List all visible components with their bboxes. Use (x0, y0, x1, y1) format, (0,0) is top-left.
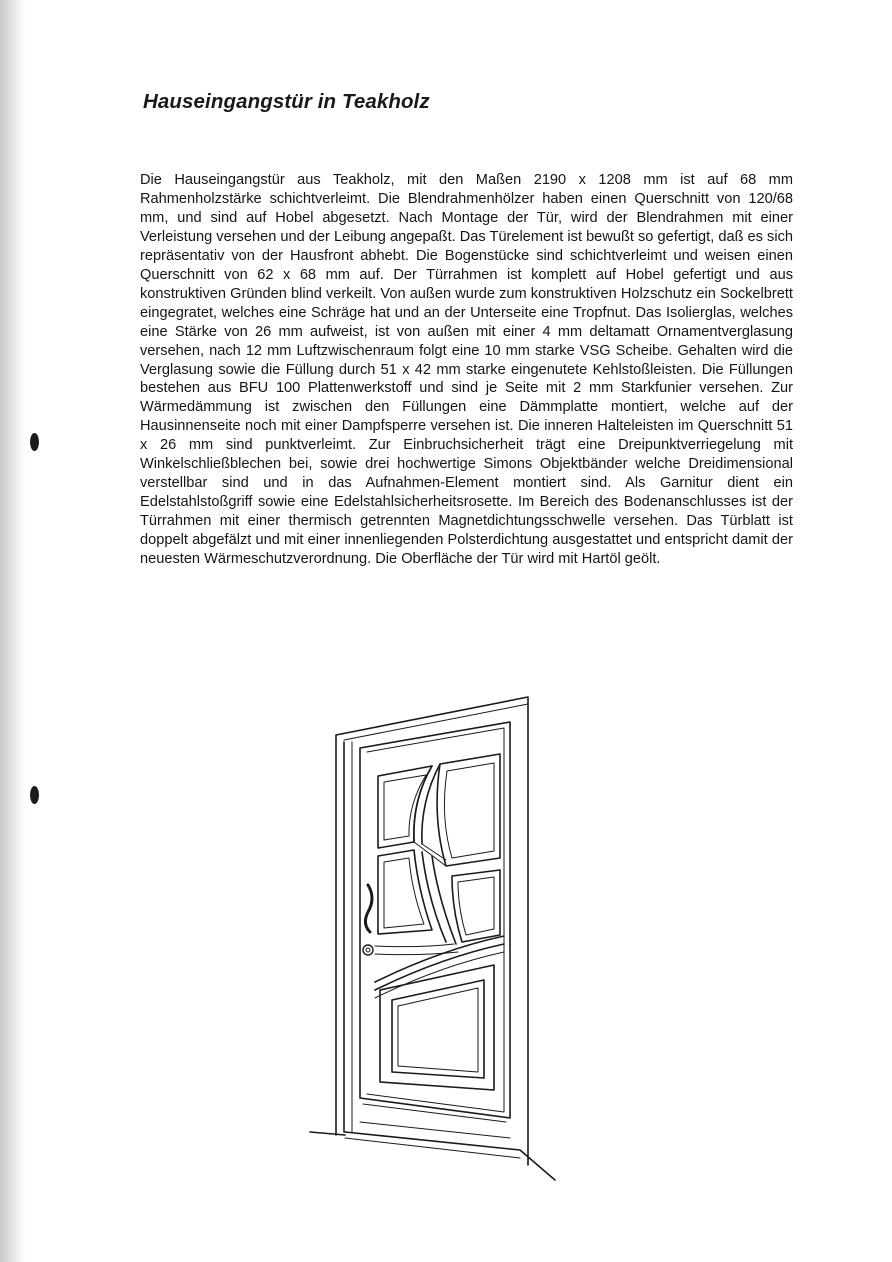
door-line-drawing-icon (300, 690, 570, 1190)
punch-hole-top (30, 433, 39, 451)
punch-hole-bottom (30, 786, 39, 804)
page-title: Hauseingangstür in Teakholz (143, 90, 430, 113)
page-edge-shadow (0, 0, 26, 1262)
body-paragraph: Die Hauseingangstür aus Teakholz, mit den Maßen 2190 x 1208 mm ist auf 68 mm Rahmenholzstärke schichtverleimt. Die Blendrahmenhölzer haben einen Querschnitt von 120/68 mm, und sind auf Hobel abgesetzt. Nach Montage der Tür, wird der Blendrahmen mit einer Verleistung versehen und der Leibung angepaßt. Das Türelement ist bewußt so gefertigt, daß es sich repräsentativ von der Hausfront abhebt. Die Bogenstücke sind schichtverleimt und weisen einen Querschnitt von 62 x 68 mm auf. Der Türrahmen ist komplett auf Hobel gefertigt und aus konstruktiven Gründen blind verkeilt. Von außen wurde zum konstruktiven Holzschutz ein Sockelbrett eingegratet, welches eine Schräge hat und an der Unterseite eine Tropfnut. Das Isolierglas, welches eine Stärke von 26 mm aufweist, ist von außen mit einer 4 mm deltamatt Ornamentverglasung versehen, nach 12 mm Luftzwischenraum folgt eine 10 mm starke VSG Scheibe. Gehalten wird die Verglasung sowie die Füllung durch 51 x 42 mm starke eingenutete Kehlstoßleisten. Die Füllungen bestehen aus BFU 100 Plattenwerkstoff und sind je Seite mit 2 mm Starkfunier versehen. Zur Wärmedämmung ist zwischen den Füllungen eine Dämmplatte montiert, welche auf der Hausinnenseite noch mit einer Dampfsperre versehen ist. Die inneren Halteleisten im Querschnitt 51 x 26 mm sind punktverleimt. Zur Einbruchsicherheit trägt eine Dreipunktverriegelung mit Winkelschließblechen bei, sowie drei hochwertige Simons Objektbänder welche Dreidimensional verstellbar sind und in das Aufnahmen-Element montiert sind. Als Garnitur dient ein Edelstahlstoßgriff sowie eine Edelstahlsicherheitsrosette. Im Bereich des Bodenanschlusses ist der Türrahmen mit einer thermisch getrennten Magnetdichtungsschwelle versehen. Das Türblatt ist doppelt abgefälzt und mit einer innenliegenden Polsterdichtung ausgestattet und entspricht damit der neuesten Wärmeschutzverordnung. Die Oberfläche der Tür wird mit Hartöl geölt. (140, 172, 793, 568)
